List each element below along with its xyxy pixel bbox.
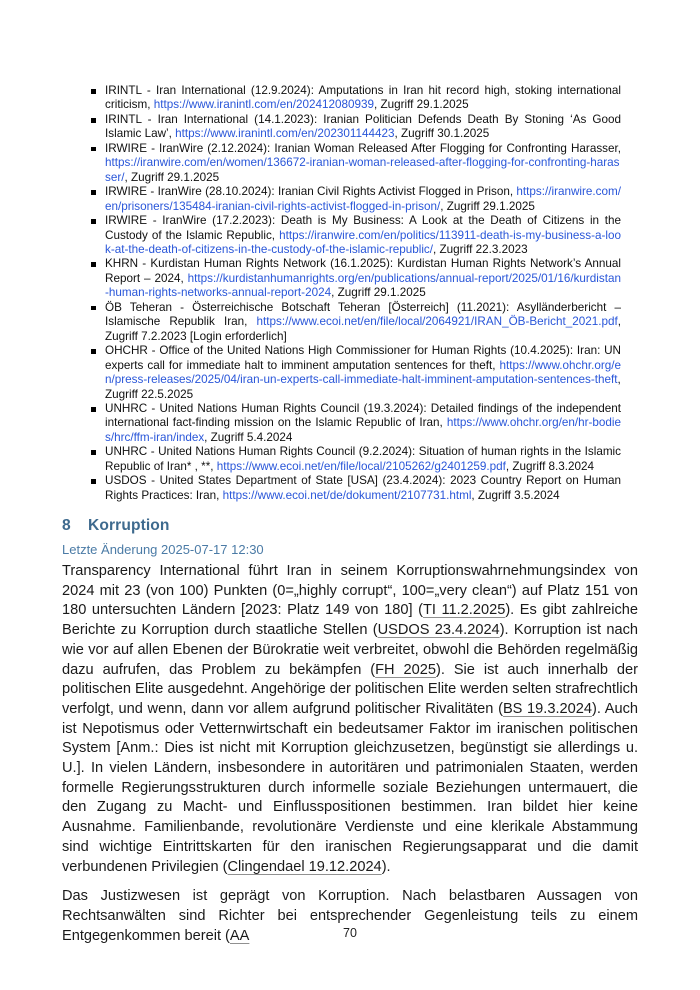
source-reference-link[interactable]: FH 2025: [375, 661, 436, 678]
section-heading: [62, 517, 170, 535]
text-run: , Zugriff 22.3.2023: [433, 242, 528, 256]
references-list: [90, 84, 621, 503]
text-run: USDOS - United States Department of State [USA] (23.4.2024): 2023 Country Report on Human Rights Practices: Iran,: [105, 474, 621, 502]
text-run: UNHRC - United Nations Human Rights Council (19.3.2024): Detailed findings of the independent international fact-finding mission on the Islamic Republic of Iran,: [105, 401, 621, 430]
body-paragraphs: [62, 562, 638, 956]
reference-item: [90, 344, 621, 402]
reference-item: [90, 185, 621, 214]
page-number: 70: [343, 926, 357, 940]
text-run: Transparency International führt Iran in seinem Korruptionswahrnehmungsindex von 2024 mit 23 (von 100) Punkten (0=„highly corrupt“, 100=„very clean“) auf Platz 151 von 180 untersuchten Ländern [2023: Platz 149 von 180] (: [62, 563, 638, 619]
reference-url-link[interactable]: https://www.iranintl.com/en/202301144423: [175, 127, 395, 141]
text-run: , Zugriff 5.4.2024: [204, 430, 293, 444]
source-reference-link[interactable]: USDOS 23.4.2024: [377, 622, 500, 639]
source-reference-link[interactable]: TI 11.2.2025: [422, 602, 506, 619]
reference-item: [90, 474, 621, 503]
source-reference-link[interactable]: Clingendael 19.12.2024: [227, 858, 382, 875]
text-run: UNHRC - United Nations Human Rights Council (9.2.2024): Situation of human rights in the Islamic Republic of Iran* , **,: [105, 445, 621, 473]
reference-item: [90, 257, 621, 300]
reference-url-link[interactable]: https://www.ecoi.net/en/file/local/2064921/IRAN_ÖB-Bericht_2021.pdf: [256, 315, 618, 329]
reference-url-link[interactable]: https://www.ecoi.net/de/dokument/2107731.html: [222, 488, 472, 502]
text-run: ). Es gibt zahlreiche Berichte zu Korruption durch staatliche Stellen (: [62, 602, 638, 639]
reference-item: [90, 84, 621, 113]
paragraph: [62, 562, 638, 877]
reference-item: [90, 142, 621, 185]
reference-item: [90, 402, 621, 445]
text-run: ÖB Teheran - Österreichische Botschaft Teheran [Österreich] (11.2021): Asylländerbericht – Islamische Republik Iran,: [105, 300, 621, 329]
reference-item: [90, 214, 621, 257]
text-run: , Zugriff 29.1.2025: [124, 170, 220, 184]
text-run: IRWIRE - IranWire (2.12.2024): Iranian Woman Released After Flogging for Confronting Harasser,: [105, 141, 621, 155]
source-reference-link[interactable]: BS 19.3.2024: [502, 700, 592, 717]
last-updated-label: Letzte Änderung 2025-07-17 12:30: [62, 542, 264, 557]
text-run: IRWIRE - IranWire (28.10.2024): Iranian Civil Rights Activist Flogged in Prison,: [105, 185, 517, 199]
text-run: , Zugriff 29.1.2025: [373, 98, 469, 112]
text-run: IRINTL - Iran International (14.1.2023): Iranian Politician Defends Death By Stoning ‘As Good Islamic Law’,: [105, 112, 621, 141]
reference-url-link[interactable]: https://iranwire.com/en/politics/113911-death-is-my-business-a-look-at-the-death-of-citizens-in-the-custody-of-the-islamic-republic/: [105, 228, 621, 256]
text-run: ). Auch ist Nepotismus oder Vetternwirtschaft ein bedeutsamer Faktor im iranischen politischen System [Anm.: Dies ist nicht mit Korruption gleichzusetzen, begünstigt sie allerdings u. U.]. In vielen Ländern, insbesondere in autoritären und patrimonialen Staaten, werden formelle Regierungsstrukturen durch informelle soziale Beziehungen untermauert, die den Zugang zu Macht- und Einflusspositionen bestimmen. Iran bildet hier keine Ausnahme. Familienbande, revolutionäre Verdienste und eine klerikale Abstammung sind wichtige Eintrittskarten für den iranischen Regierungsapparat und die damit verbundenen Privilegien (: [62, 700, 639, 875]
text-run: , Zugriff 30.1.2025: [394, 127, 490, 141]
text-run: ).: [381, 858, 391, 875]
reference-item: [90, 301, 621, 344]
text-run: IRINTL - Iran International (12.9.2024): Amputations in Iran hit record high, stoking international criticism,: [105, 84, 621, 112]
reference-url-link[interactable]: https://www.ecoi.net/en/file/local/2105262/g2401259.pdf: [216, 459, 506, 473]
text-run: ). Korruption ist nach wie vor auf allen Ebenen der Bürokratie weit verbreitet, obwohl die Behörden regelmäßig dazu aufrufen, das Problem zu bekämpfen (: [62, 622, 638, 678]
text-run: OHCHR - Office of the United Nations High Commissioner for Human Rights (10.4.2025): Iran: UN experts call for immediate halt to imminent amputation sentences for theft,: [105, 344, 621, 372]
reference-url-link[interactable]: https://www.iranintl.com/en/202412080939: [153, 98, 374, 112]
text-run: IRWIRE - IranWire (17.2.2023): Death is My Business: A Look at the Death of Citizens in the Custody of the Islamic Republic,: [105, 214, 621, 242]
text-run: , Zugriff 8.3.2024: [505, 459, 595, 473]
reference-item: [90, 113, 621, 142]
section-title: Korruption: [88, 517, 170, 534]
text-run: , Zugriff 3.5.2024: [471, 488, 560, 502]
reference-url-link[interactable]: https://kurdistanhumanrights.org/en/publications/annual-report/2025/01/16/kurdistan-human-rights-networks-annual-report-2024: [105, 271, 621, 300]
reference-url-link[interactable]: https://iranwire.com/en/women/136672-iranian-woman-released-after-flogging-for-confronting-harasser/: [105, 156, 620, 184]
reference-url-link[interactable]: https://www.ohchr.org/en/press-releases/2025/04/iran-un-experts-call-immediate-halt-imminent-amputation-sentences-theft: [105, 358, 621, 387]
section-number: 8: [62, 517, 71, 534]
reference-item: [90, 445, 621, 474]
source-reference-link[interactable]: AA: [229, 927, 250, 944]
reference-url-link[interactable]: https://iranwire.com/en/prisoners/135484-iranian-civil-rights-activist-flogged-in-prison/: [105, 185, 621, 213]
text-run: , Zugriff 7.2.2023 [Login erforderlich]: [105, 315, 621, 343]
text-run: ). Sie ist auch innerhalb der politischen Elite ausgedehnt. Angehörige der politischen Elite werden selten strafrechtlich verfolgt, und wenn, dann vor allem aufgrund politischer Rivalitäten (: [62, 661, 638, 717]
reference-url-link[interactable]: https://www.ohchr.org/en/hr-bodies/hrc/ffm-iran/index: [105, 416, 621, 444]
text-run: , Zugriff 29.1.2025: [440, 199, 535, 213]
text-run: Das Justizwesen ist geprägt von Korruption. Nach belastbaren Aussagen von Rechtsanwälten sind Richter bei entsprechender Gegenleistung teils zu einem Entgegenkommen bereit (: [62, 888, 638, 944]
text-run: , Zugriff 29.1.2025: [331, 286, 426, 300]
text-run: , Zugriff 22.5.2025: [105, 373, 621, 401]
text-run: KHRN - Kurdistan Human Rights Network (16.1.2025): Kurdistan Human Rights Network’s Annual Report – 2024,: [105, 257, 621, 285]
